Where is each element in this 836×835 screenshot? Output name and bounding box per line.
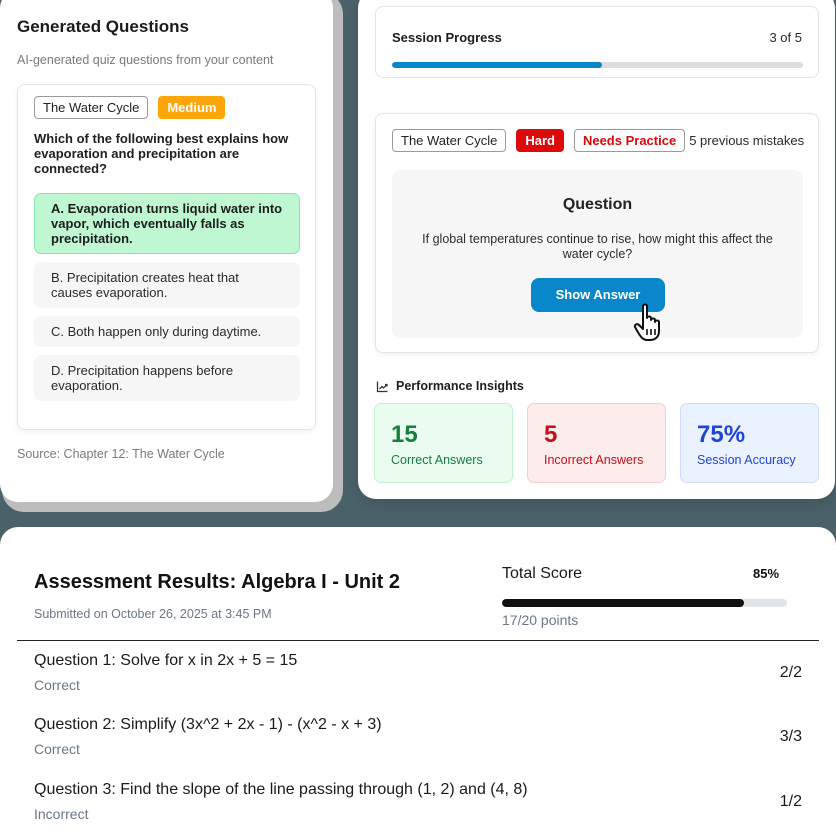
question-status: Incorrect <box>34 806 89 822</box>
question-title: Question 2: Simplify (3x^2 + 2x - 1) - (x^2 - x + 3) <box>34 716 382 733</box>
score-bar-fill <box>502 599 744 607</box>
assessment-title: Assessment Results: Algebra I - Unit 2 <box>34 571 401 593</box>
hand-pointer-cursor-icon <box>633 303 669 343</box>
stat-session-accuracy <box>680 403 819 483</box>
stat-value: 15 <box>391 421 418 448</box>
score-bar <box>502 599 787 607</box>
progress-label: Session Progress <box>392 30 502 45</box>
submitted-date: Submitted on October 26, 2025 at 3:45 PM <box>34 607 272 621</box>
difficulty-tag: Hard <box>516 129 564 152</box>
session-progress <box>375 6 819 78</box>
performance-insights-heading <box>376 379 524 393</box>
score-points: 17/20 points <box>502 612 579 628</box>
flashcard-heading: Question <box>562 196 633 213</box>
question-result-row[interactable] <box>34 652 804 702</box>
question-card <box>17 84 316 430</box>
answer-options <box>34 193 300 409</box>
question-status: Correct <box>34 741 80 757</box>
stat-incorrect-answers <box>527 403 666 483</box>
difficulty-tag: Medium <box>158 96 225 119</box>
insights-title: Performance Insights <box>396 379 524 393</box>
question-title: Question 3: Find the slope of the line passing through (1, 2) and (4, 8) <box>34 781 528 798</box>
source-text: Source: Chapter 12: The Water Cycle <box>17 447 225 461</box>
divider <box>17 640 819 641</box>
question-text: Which of the following best explains how evaporation and precipitation are connected? <box>34 131 289 176</box>
stat-value: 75% <box>697 421 746 448</box>
option-d[interactable]: D. Precipitation happens before evaporation. <box>34 355 300 401</box>
stat-label: Session Accuracy <box>697 453 796 467</box>
option-b[interactable]: B. Precipitation creates heat that causes evaporation. <box>34 262 300 308</box>
option-a[interactable]: A. Evaporation turns liquid water into vapor, which eventually falls as precipitation. <box>34 193 300 254</box>
question-status: Correct <box>34 677 80 693</box>
study-session-card <box>358 0 835 499</box>
flashcard <box>375 113 819 353</box>
question-title: Question 1: Solve for x in 2x + 5 = 15 <box>34 652 298 669</box>
card-subtitle: AI-generated quiz questions from your content <box>17 53 274 67</box>
show-answer-button[interactable]: Show Answer <box>531 278 665 312</box>
stat-label: Correct Answers <box>391 453 483 467</box>
progress-count: 3 of 5 <box>769 30 802 45</box>
question-score: 2/2 <box>779 664 802 681</box>
total-score-label: Total Score <box>502 565 583 582</box>
topic-tag: The Water Cycle <box>392 129 506 152</box>
stat-value: 5 <box>544 421 558 448</box>
progress-bar <box>392 62 803 68</box>
question-result-row[interactable] <box>34 781 804 831</box>
total-score-percent: 85% <box>753 566 780 581</box>
mistakes-count: 5 previous mistakes <box>689 133 805 148</box>
topic-tag: The Water Cycle <box>34 96 148 119</box>
progress-bar-fill <box>392 62 602 68</box>
trending-up-chart-icon <box>376 380 389 393</box>
option-c[interactable]: C. Both happen only during daytime. <box>34 316 300 347</box>
card-title: Generated Questions <box>17 17 189 36</box>
needs-practice-tag: Needs Practice <box>574 129 685 152</box>
question-score: 3/3 <box>779 728 802 745</box>
stat-correct-answers <box>374 403 513 483</box>
question-score: 1/2 <box>779 793 802 810</box>
question-result-row[interactable] <box>34 716 804 766</box>
flashcard-question-text: If global temperatures continue to rise, how might this affect the water cycle? <box>422 232 773 261</box>
assessment-results-card <box>0 527 836 835</box>
stat-label: Incorrect Answers <box>544 453 644 467</box>
generated-questions-card <box>0 0 333 502</box>
flashcard-question-panel <box>392 170 803 338</box>
